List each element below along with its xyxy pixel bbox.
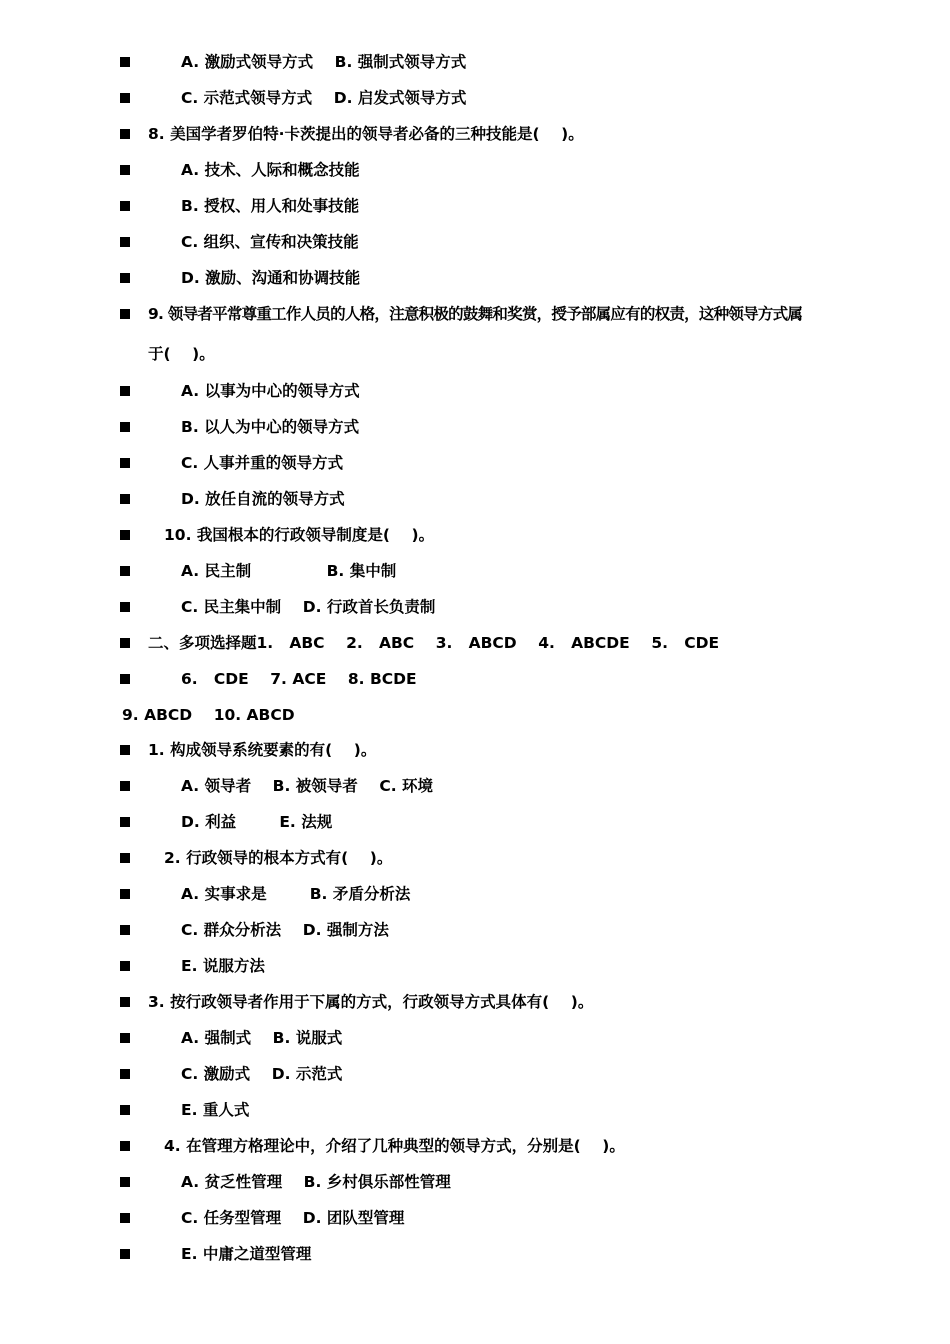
list-item [0, 523, 435, 547]
list-item [0, 595, 436, 619]
list-item [0, 122, 584, 146]
list-item [0, 266, 361, 290]
black-square-bullet-icon [120, 309, 130, 319]
answer-text: 6. CDE 7. ACE 8. BCDE [181, 670, 417, 688]
black-square-bullet-icon [120, 458, 130, 468]
black-square-bullet-icon [120, 273, 130, 283]
black-square-bullet-icon [120, 93, 130, 103]
black-square-bullet-icon [120, 889, 130, 899]
list-item [0, 415, 360, 439]
black-square-bullet-icon [120, 925, 130, 935]
list-item [0, 1026, 343, 1050]
list-item [0, 194, 360, 218]
option-text: C. 民主集中制 D. 行政首长负责制 [181, 598, 436, 616]
list-item [0, 738, 377, 762]
black-square-bullet-icon [120, 530, 130, 540]
black-square-bullet-icon [120, 165, 130, 175]
option-text: E. 重人式 [181, 1101, 250, 1119]
black-square-bullet-icon [120, 817, 130, 827]
black-square-bullet-icon [120, 961, 130, 971]
option-text: D. 放任自流的领导方式 [181, 490, 345, 508]
option-text: D. 利益 E. 法规 [181, 813, 333, 831]
list-item [0, 1134, 625, 1158]
option-text: B. 授权、用人和处事技能 [181, 197, 360, 215]
question-text: 10. 我国根本的行政领导制度是( )。 [164, 526, 435, 544]
option-text: A. 领导者 B. 被领导者 C. 环境 [181, 777, 433, 795]
option-text: D. 激励、沟通和协调技能 [181, 269, 361, 287]
list-item [0, 158, 360, 182]
section-heading: 二、多项选择题1. ABC 2. ABC 3. ABCD 4. ABCDE 5. CDE [148, 634, 720, 652]
list-item-continuation [0, 342, 215, 366]
question-text: 2. 行政领导的根本方式有( )。 [164, 849, 393, 867]
list-item [0, 302, 803, 326]
list-item [0, 918, 389, 942]
list-item [0, 86, 467, 110]
list-item [0, 1098, 250, 1122]
list-item [0, 230, 359, 254]
black-square-bullet-icon [120, 1141, 130, 1151]
list-item [0, 487, 345, 511]
black-square-bullet-icon [120, 129, 130, 139]
question-text: 4. 在管理方格理论中，介绍了几种典型的领导方式，分别是( )。 [164, 1137, 625, 1155]
list-item [0, 631, 720, 655]
question-text: 8. 美国学者罗伯特·卡茨提出的领导者必备的三种技能是( )。 [148, 125, 584, 143]
list-item [0, 50, 467, 74]
option-text: A. 激励式领导方式 B. 强制式领导方式 [181, 53, 467, 71]
list-item [0, 379, 360, 403]
black-square-bullet-icon [120, 566, 130, 576]
answer-text: 9. ABCD 10. ABCD [122, 706, 295, 724]
black-square-bullet-icon [120, 1213, 130, 1223]
black-square-bullet-icon [120, 57, 130, 67]
black-square-bullet-icon [120, 781, 130, 791]
option-text: E. 中庸之道型管理 [181, 1245, 312, 1263]
black-square-bullet-icon [120, 1249, 130, 1259]
list-item [0, 559, 397, 583]
black-square-bullet-icon [120, 494, 130, 504]
list-item [0, 1206, 405, 1230]
list-item [0, 810, 333, 834]
option-text: B. 以人为中心的领导方式 [181, 418, 360, 436]
black-square-bullet-icon [120, 201, 130, 211]
option-text: C. 人事并重的领导方式 [181, 454, 344, 472]
option-text: C. 示范式领导方式 D. 启发式领导方式 [181, 89, 467, 107]
black-square-bullet-icon [120, 237, 130, 247]
black-square-bullet-icon [120, 1033, 130, 1043]
list-item [0, 1170, 451, 1194]
list-item [0, 774, 433, 798]
black-square-bullet-icon [120, 386, 130, 396]
option-text: C. 任务型管理 D. 团队型管理 [181, 1209, 405, 1227]
option-text: A. 强制式 B. 说服式 [181, 1029, 343, 1047]
black-square-bullet-icon [120, 853, 130, 863]
option-text: E. 说服方法 [181, 957, 265, 975]
black-square-bullet-icon [120, 1069, 130, 1079]
question-text: 3. 按行政领导者作用于下属的方式，行政领导方式具体有( )。 [148, 993, 594, 1011]
black-square-bullet-icon [120, 638, 130, 648]
option-text: A. 技术、人际和概念技能 [181, 161, 360, 179]
list-item [0, 451, 344, 475]
question-text: 1. 构成领导系统要素的有( )。 [148, 741, 377, 759]
option-text: C. 激励式 D. 示范式 [181, 1065, 343, 1083]
black-square-bullet-icon [120, 674, 130, 684]
black-square-bullet-icon [120, 1177, 130, 1187]
list-item [0, 846, 393, 870]
list-item [0, 667, 417, 691]
option-text: A. 以事为中心的领导方式 [181, 382, 360, 400]
list-item [0, 882, 411, 906]
black-square-bullet-icon [120, 602, 130, 612]
black-square-bullet-icon [120, 745, 130, 755]
question-text: 9. 领导者平常尊重工作人员的人格，注意积极的鼓舞和奖赏，授予部属应有的权责，这种领导方式属 [148, 305, 803, 323]
answer-line [0, 703, 295, 727]
option-text: C. 组织、宣传和决策技能 [181, 233, 359, 251]
option-text: A. 民主制 B. 集中制 [181, 562, 397, 580]
list-item [0, 1062, 343, 1086]
list-item [0, 1242, 312, 1266]
list-item [0, 990, 594, 1014]
question-text: 于( )。 [148, 345, 215, 363]
option-text: A. 实事求是 B. 矛盾分析法 [181, 885, 411, 903]
option-text: A. 贫乏性管理 B. 乡村俱乐部性管理 [181, 1173, 451, 1191]
option-text: C. 群众分析法 D. 强制方法 [181, 921, 389, 939]
black-square-bullet-icon [120, 422, 130, 432]
black-square-bullet-icon [120, 1105, 130, 1115]
black-square-bullet-icon [120, 997, 130, 1007]
list-item [0, 954, 265, 978]
